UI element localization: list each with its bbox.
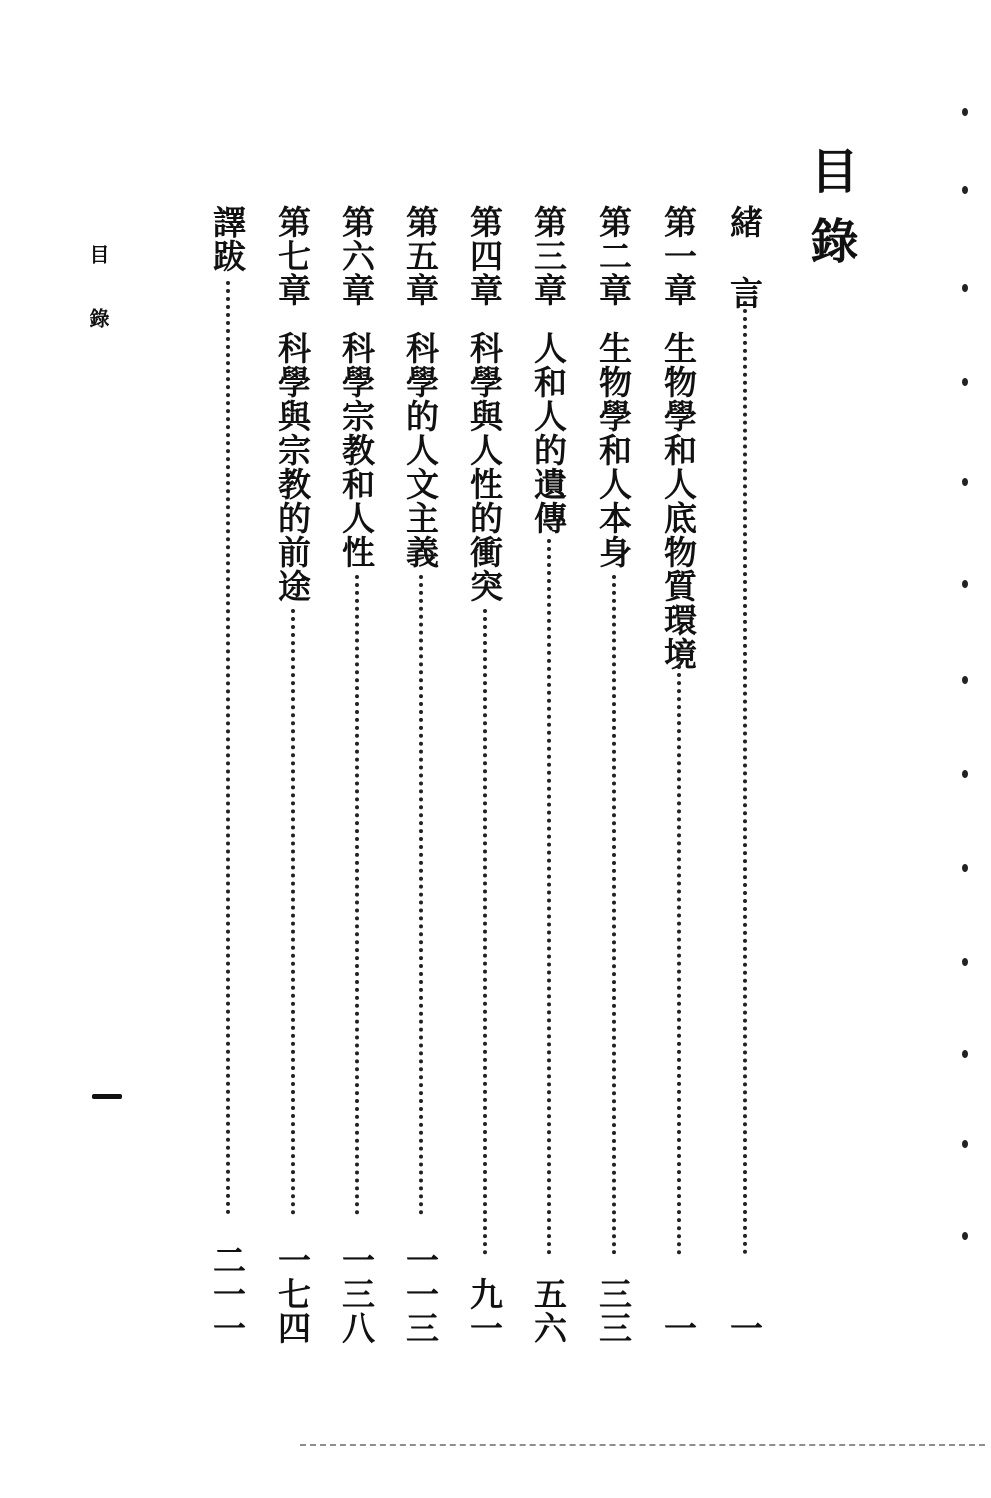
leader-dots [743, 301, 747, 1255]
entry-page: 一七四 [273, 1243, 312, 1345]
entry-page: 九一 [465, 1277, 504, 1345]
scan-mark [962, 1050, 968, 1058]
entry-name: 生物學和人底物質環境 [659, 331, 698, 671]
entry-chapter: 譯跋 [208, 205, 247, 273]
leader-dots [677, 649, 681, 1255]
scan-mark [962, 958, 968, 966]
toc-entry-chapter-7[interactable] [273, 205, 326, 1345]
entry-name: 科學與人性的衝突 [465, 331, 504, 603]
entry-chapter: 第六章 [337, 205, 376, 307]
scan-mark [962, 1140, 968, 1148]
entry-name: 生物學和人本身 [594, 331, 633, 569]
toc-entry-chapter-5[interactable] [401, 205, 454, 1345]
toc-title: 目錄 [802, 146, 858, 286]
scan-mark [962, 580, 968, 588]
entry-page: 一 [725, 1311, 764, 1345]
toc-entry-chapter-4[interactable] [465, 205, 518, 1345]
scan-mark [962, 284, 968, 292]
leader-dots [547, 539, 551, 1255]
entry-chapter: 第一章 [659, 205, 698, 307]
scan-edge-line [300, 1444, 985, 1446]
scan-mark [962, 186, 968, 194]
entry-chapter: 第二章 [594, 205, 633, 307]
entry-name: 人和人的遺傳 [529, 331, 568, 535]
entry-page: 二一一 [208, 1243, 247, 1345]
entry-page: 一三八 [337, 1243, 376, 1345]
scan-mark [962, 378, 968, 386]
toc-entry-preface[interactable] [725, 205, 778, 1345]
page-folio [92, 1094, 122, 1099]
entry-page: 一一三 [401, 1243, 440, 1345]
entry-page: 五六 [529, 1277, 568, 1345]
leader-dots [483, 609, 487, 1255]
scan-mark [962, 864, 968, 872]
entry-chapter: 第五章 [401, 205, 440, 307]
entry-name: 科學的人文主義 [401, 331, 440, 569]
leader-dots [355, 575, 359, 1215]
entry-chapter: 第七章 [273, 205, 312, 307]
leader-dots [226, 281, 230, 1215]
entry-page: 三三 [594, 1277, 633, 1345]
running-head: 目錄 [86, 244, 110, 372]
toc-entry-chapter-1[interactable] [659, 205, 712, 1345]
leader-dots [612, 575, 616, 1255]
scan-mark [962, 1232, 968, 1240]
entry-chapter: 第四章 [465, 205, 504, 307]
entry-chapter: 第三章 [529, 205, 568, 307]
entry-page: 一 [659, 1311, 698, 1345]
entry-name: 科學宗教和人性 [337, 331, 376, 569]
leader-dots [291, 609, 295, 1215]
toc-entry-chapter-6[interactable] [337, 205, 390, 1345]
scan-mark [962, 676, 968, 684]
scan-mark [962, 108, 968, 116]
entry-chapter: 緒言 [725, 205, 764, 347]
entry-name: 科學與宗教的前途 [273, 331, 312, 603]
toc-entry-afterword[interactable] [208, 205, 261, 1345]
toc-entry-chapter-3[interactable] [529, 205, 582, 1345]
toc-entry-chapter-2[interactable] [594, 205, 647, 1345]
scan-mark [962, 770, 968, 778]
leader-dots [419, 575, 423, 1215]
scan-mark [962, 478, 968, 486]
